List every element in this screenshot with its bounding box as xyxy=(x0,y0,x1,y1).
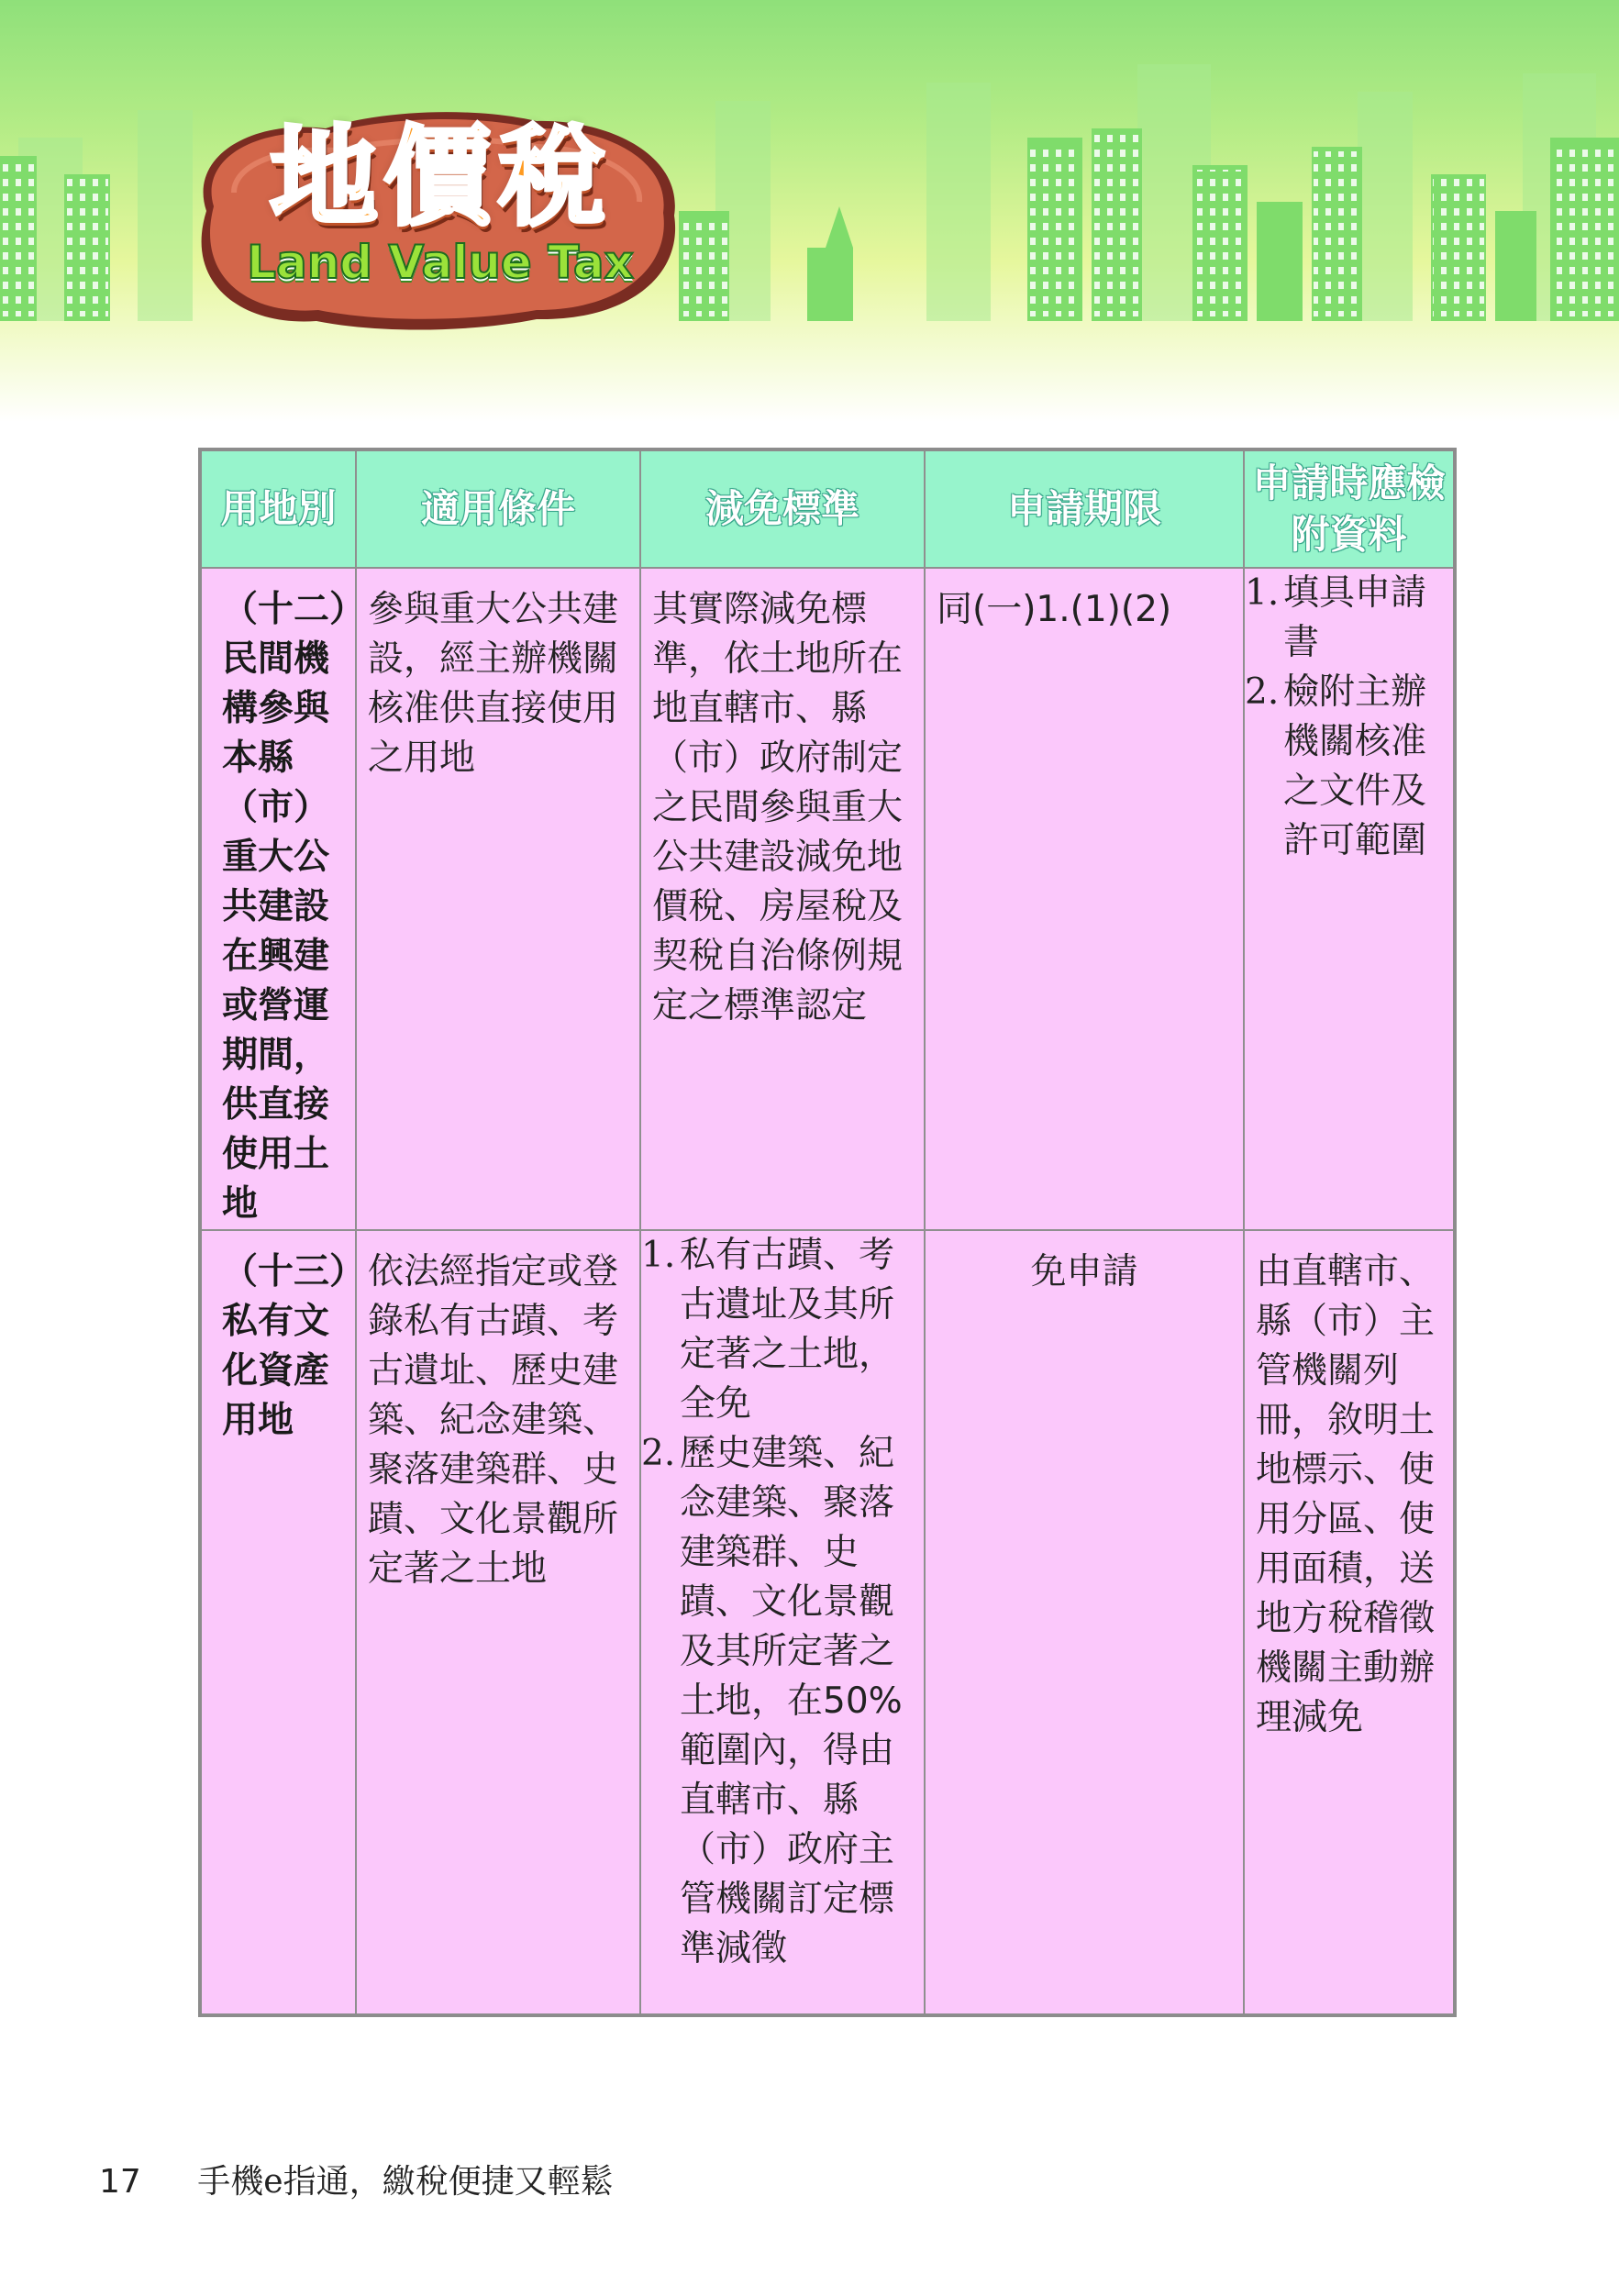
land-type-label: （十三）私有文化資產用地 xyxy=(222,1251,348,1441)
documents-list xyxy=(1245,569,1453,866)
column-header-application-deadline: 申請期限 xyxy=(925,449,1244,568)
table-header-row xyxy=(200,449,1455,568)
documents-cell xyxy=(1244,1230,1455,2015)
page-title-chinese: 地價稅 xyxy=(269,114,611,240)
land-type-cell xyxy=(200,1230,356,2015)
deadline-cell xyxy=(925,568,1244,1230)
condition-cell xyxy=(356,568,640,1230)
page-footer xyxy=(99,2160,614,2204)
footer-slogan: 手機e指通，繳稅便捷又輕鬆 xyxy=(197,2163,614,2201)
column-header-relief-standard: 減免標準 xyxy=(640,449,925,568)
tax-relief-table xyxy=(198,448,1457,2017)
standard-cell xyxy=(640,568,925,1230)
title-plaque xyxy=(170,101,693,339)
deadline-text: 同(一)1.(1)(2) xyxy=(937,589,1172,630)
page-title-english: Land Value Tax xyxy=(247,236,634,289)
column-header-land-type: 用地別 xyxy=(200,449,356,568)
deadline-text: 免申請 xyxy=(1030,1251,1138,1292)
standard-cell xyxy=(640,1230,925,2015)
deadline-cell xyxy=(925,1230,1244,2015)
condition-text: 依法經指定或登錄私有古蹟、考古遺址、歷史建築、紀念建築、聚落建築群、史蹟、文化景觀所定著之土地 xyxy=(368,1251,619,1590)
list-item: 2. 檢附主辦機關核准之文件及許可範圍 xyxy=(1245,671,1427,861)
column-header-required-documents: 申請時應檢附資料 xyxy=(1244,449,1455,568)
table-row xyxy=(200,568,1455,1230)
standard-list xyxy=(641,1231,924,1974)
documents-text: 由直轄市、縣（市）主管機關列冊，敘明土地標示、使用分區、使用面積，送地方稅稽徵機關主動辦理減免 xyxy=(1256,1251,1436,1738)
condition-cell xyxy=(356,1230,640,2015)
page-number: 17 xyxy=(99,2163,141,2201)
header-banner xyxy=(0,0,1619,422)
table-row xyxy=(200,1230,1455,2015)
documents-cell xyxy=(1244,568,1455,1230)
standard-text: 其實際減免標準，依土地所在地直轄市、縣（市）政府制定之民間參與重大公共建設減免地價稅、房屋稅及契稅自治條例規定之標準認定 xyxy=(652,589,904,1026)
list-item: 2. 歷史建築、紀念建築、聚落建築群、史蹟、文化景觀及其所定著之土地，在50%範圍內，得由直轄市、縣（市）政府主管機關訂定標準減徵 xyxy=(641,1433,903,1969)
column-header-conditions: 適用條件 xyxy=(356,449,640,568)
land-type-cell xyxy=(200,568,356,1230)
condition-text: 參與重大公共建設，經主辦機關核准供直接使用之用地 xyxy=(368,589,619,779)
list-item: 1. 私有古蹟、考古遺址及其所定著之土地，全免 xyxy=(641,1235,895,1425)
land-type-label: （十二）民間機構參與本縣（市）重大公共建設在興建或營運期間，供直接使用土地 xyxy=(222,589,348,1225)
list-item: 1. 填具申請書 xyxy=(1245,572,1427,663)
